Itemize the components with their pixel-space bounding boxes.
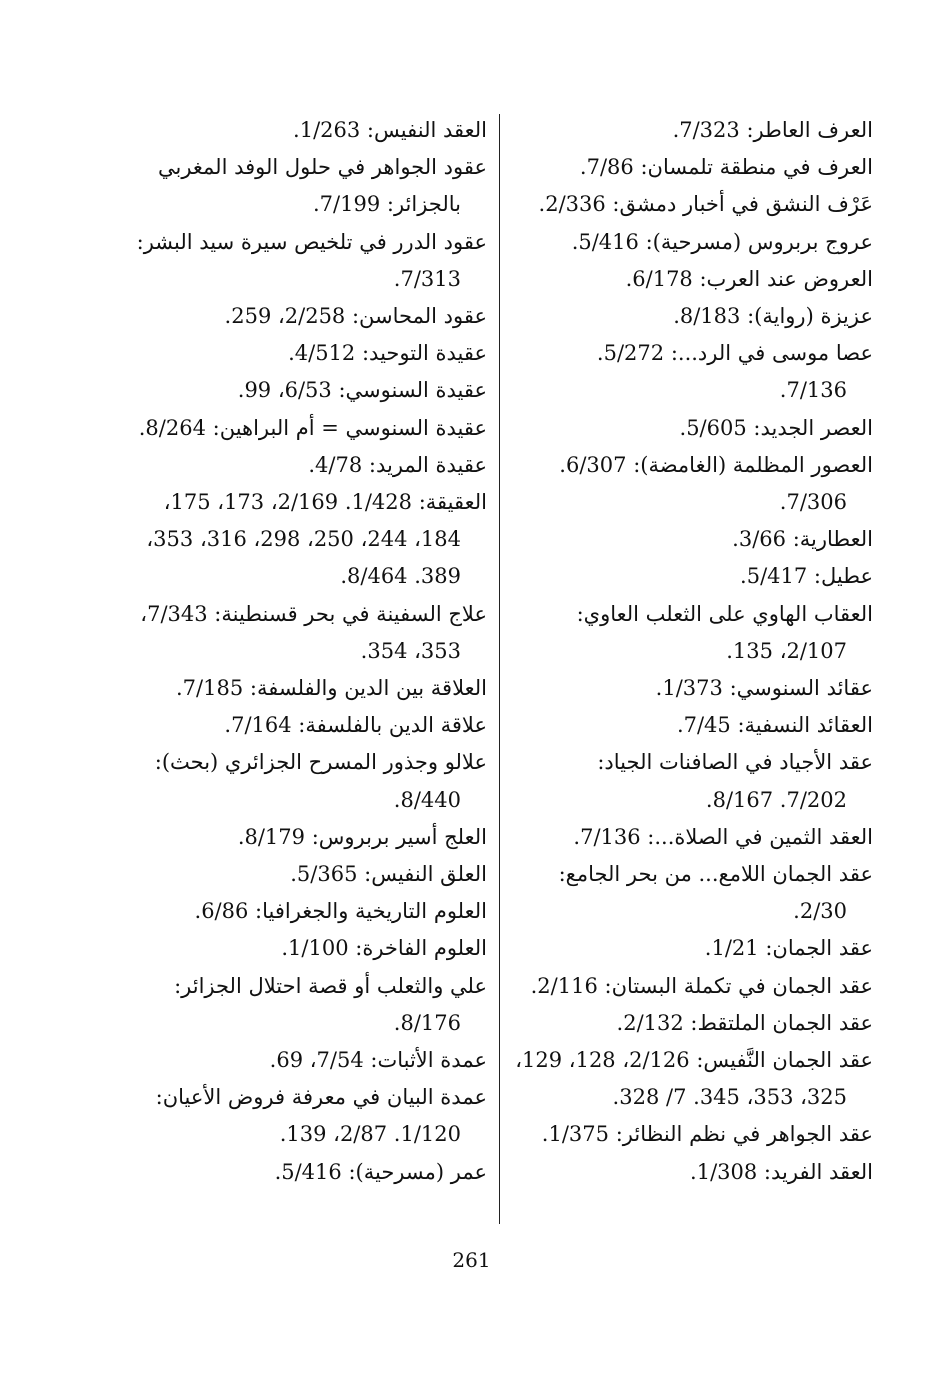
index-entry: [503, 1005, 873, 1042]
index-entry-text: عطيل: 5/417.: [740, 564, 873, 589]
index-entry: [503, 410, 873, 447]
index-entry: [115, 1079, 487, 1153]
index-entry: [115, 856, 487, 893]
index-entry-continuation: 389. 8/464.: [340, 564, 461, 589]
index-entry-text: العقاب الهاوي على الثعلب العاوي:: [576, 601, 873, 626]
index-entry-text: عمر (مسرحية): 5/416.: [274, 1159, 487, 1184]
index-entry: [503, 744, 873, 818]
index-entry: [115, 298, 487, 335]
index-entry-text: عقيدة السنوسي = أم البراهين: 8/264.: [138, 415, 487, 440]
index-entry-continuation: 7/136.: [779, 378, 847, 403]
index-entry-continuation: 8/176.: [393, 1010, 461, 1035]
index-entry-text: العلوم التاريخية والجغرافيا: 6/86.: [194, 899, 487, 924]
index-entry-text: العقائد النسفية: 7/45.: [676, 713, 873, 738]
index-entry: [503, 1154, 873, 1191]
index-entry: [115, 968, 487, 1042]
index-entry-text: العلق النفيس: 5/365.: [290, 862, 487, 887]
index-entry: [115, 819, 487, 856]
index-entry-text: العلج أسير بربروس: 8/179.: [237, 824, 487, 849]
index-entry-text: العلاقة بين الدين والفلسفة: 7/185.: [175, 676, 487, 701]
index-entry: [503, 968, 873, 1005]
index-entry-text: العلوم الفاخرة: 1/100.: [281, 936, 487, 961]
index-entry: [115, 410, 487, 447]
index-entry: [115, 372, 487, 409]
index-entry: [503, 707, 873, 744]
index-entry-text: عمدة الأثبات: 7/54، 69.: [269, 1048, 487, 1073]
index-entry-text: العقد الثمين في الصلاة...: 7/136.: [573, 824, 873, 849]
index-entry-text: العرف العاطر: 7/323.: [672, 118, 873, 142]
index-entry: [115, 1042, 487, 1079]
index-entry: [503, 558, 873, 595]
index-entry-text: العرف في منطقة تلمسان: 7/86.: [579, 155, 873, 180]
index-entry-text: عمدة البيان في معرفة فروض الأعيان:: [155, 1085, 487, 1110]
index-entry: [115, 707, 487, 744]
index-entry-text: عقيدة السنوسي: 6/53، 99.: [237, 378, 487, 403]
index-entry-text: عقيدة التوحيد: 4/512.: [288, 341, 487, 366]
index-entry: [503, 596, 873, 670]
index-entry-text: عقد الجمان اللامع... من بحر الجامع:: [558, 862, 873, 887]
index-entry: [115, 1154, 487, 1191]
index-entry: [503, 819, 873, 856]
index-entry: [115, 893, 487, 930]
index-entry-continuation: 2/30.: [793, 899, 847, 924]
index-entry-text: عقود الجواهر في حلول الوفد المغربي: [157, 155, 487, 180]
index-entry: [503, 521, 873, 558]
index-entry-continuation: 353، 354.: [360, 638, 461, 663]
index-entry-text: عقد الجمان: 1/21.: [704, 936, 873, 961]
index-entry-text: عقائد السنوسي: 1/373.: [655, 676, 873, 701]
column-divider: [499, 114, 500, 1224]
index-entry: [115, 224, 487, 298]
page-number: 261: [452, 1248, 491, 1272]
index-entry-text: علالو وجذور المسرح الجزائري (بحث):: [154, 750, 487, 775]
index-entry: [503, 298, 873, 335]
index-entry: [503, 186, 873, 223]
index-entry-text: عَرْف النشق في أخبار دمشق: 2/336.: [538, 192, 873, 217]
index-entry-continuation: 7/202. 8/167.: [705, 787, 847, 812]
index-entry-text: علي والثعلب أو قصة احتلال الجزائر:: [174, 973, 487, 998]
index-entry-text: عقد الجمان في تكملة البستان: 2/116.: [530, 973, 873, 998]
index-entry: [503, 447, 873, 521]
index-entry: [503, 149, 873, 186]
index-entry: [503, 1042, 873, 1116]
index-entry: [115, 484, 487, 596]
index-entry-text: عقد الجمان النَّفيس: 2/126، 128، 129،: [515, 1048, 873, 1073]
index-entry: [503, 856, 873, 930]
index-entry: [115, 930, 487, 967]
index-entry: [503, 670, 873, 707]
index-entry-continuation: 2/107، 135.: [726, 638, 847, 663]
index-entry-text: العقد الفريد: 1/308.: [690, 1159, 873, 1184]
index-entry: [115, 112, 487, 149]
index-entry-text: علاج السفينة في بحر قسنطينة: 7/343،: [140, 601, 487, 626]
index-entry-continuation: 1/120. 2/87، 139.: [279, 1122, 461, 1147]
index-column-left: [115, 112, 487, 1191]
index-entry: [503, 224, 873, 261]
index-entry: [503, 1116, 873, 1153]
index-entry-text: العصر الجديد: 5/605.: [679, 415, 873, 440]
index-entry-text: عروج بربروس (مسرحية): 5/416.: [571, 229, 873, 254]
index-entry: [503, 261, 873, 298]
index-entry-text: العروض عند العرب: 6/178.: [625, 266, 873, 291]
index-entry-text: العطارية: 3/66.: [732, 527, 873, 552]
index-entry: [115, 596, 487, 670]
index-entry: [115, 335, 487, 372]
index-entry-text: علاقة الدين بالفلسفة: 7/164.: [224, 713, 487, 738]
index-entry: [115, 447, 487, 484]
index-entry-continuation: بالجزائر: 7/199.: [312, 192, 461, 217]
index-entry-text: عقد الأجياد في الصافنات الجياد:: [597, 750, 873, 775]
index-entry-text: العقد النفيس: 1/263.: [293, 118, 487, 142]
index-entry: [115, 149, 487, 223]
index-entry-text: العصور المظلمة (الغامضة): 6/307.: [559, 452, 873, 477]
index-entry: [115, 744, 487, 818]
index-entry: [503, 112, 873, 149]
index-entry: [115, 670, 487, 707]
index-entry-continuation: 7/313.: [393, 266, 461, 291]
index-entry-text: عقد الجمان الملتقط: 2/132.: [616, 1010, 873, 1035]
index-entry-continuation: 8/440.: [393, 787, 461, 812]
index-entry-text: عزيزة (رواية): 8/183.: [673, 304, 873, 329]
index-column-right: [503, 112, 873, 1191]
index-entry-text: عقود المحاسن: 2/258، 259.: [224, 304, 487, 329]
index-entry-continuation: 325، 353، 345. 7/ 328.: [612, 1085, 847, 1110]
index-entry-text: عقيدة المريد: 4/78.: [308, 452, 487, 477]
index-entry-text: عقد الجواهر في نظم النظائر: 1/375.: [541, 1122, 873, 1147]
index-entry-text: عصا موسى في الرد...: 5/272.: [596, 341, 873, 366]
index-entry: [503, 335, 873, 409]
index-entry: [503, 930, 873, 967]
index-entry-text: عقود الدرر في تلخيص سيرة سيد البشر:: [136, 229, 487, 254]
index-entry-text: العقيقة: 1/428. 2/169، 173، 175،: [163, 490, 487, 515]
index-entry-continuation: 7/306.: [779, 490, 847, 515]
index-entry-continuation: 184، 244، 250، 298، 316، 353،: [146, 527, 461, 552]
